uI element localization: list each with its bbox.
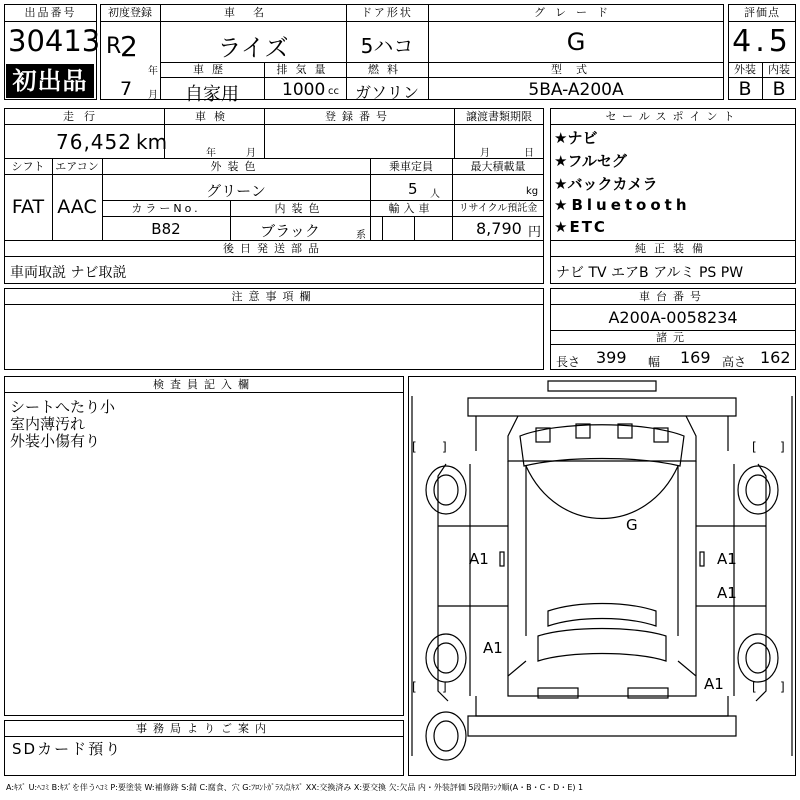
int-color-suffix: 系 xyxy=(356,230,366,241)
damage-mark-windshield: G xyxy=(626,516,638,534)
model-code: 5BA-A200A xyxy=(528,80,624,100)
sales-point-label: セールスポイント xyxy=(605,110,741,123)
length-label: 長さ xyxy=(556,355,581,369)
score-label: 評価点 xyxy=(744,6,780,19)
sales-point-5: ★ETC xyxy=(554,218,607,236)
inspector-label: 検査員記入欄 xyxy=(153,378,255,391)
equipment-label: 純正装備 xyxy=(635,242,711,255)
history: 自家用 xyxy=(185,84,239,105)
bracket-rl: [ xyxy=(412,680,417,694)
recycle-unit: 円 xyxy=(528,225,542,240)
int-color-label: 内装色 xyxy=(274,202,326,215)
fuel-label: 燃料 xyxy=(368,63,406,76)
interior-label: 内装 xyxy=(768,63,790,76)
lot-number: 30413 xyxy=(8,24,101,58)
int-color: ブラック xyxy=(260,222,320,240)
damage-mark-left-front-door: A1 xyxy=(469,550,489,568)
capacity-unit: 人 xyxy=(430,189,440,200)
door-label: ドア形状 xyxy=(361,6,413,19)
capacity: 5 xyxy=(408,180,418,198)
month-unit: 月 xyxy=(148,90,158,101)
aircon: AAC xyxy=(57,196,97,218)
model-label: 型式 xyxy=(551,63,601,76)
transfer-month-unit: 月 xyxy=(480,148,490,159)
year-unit: 年 xyxy=(148,66,158,77)
damage-mark-right-rear-fender: A1 xyxy=(704,675,724,693)
later-parts: 車両取説 ナビ取説 xyxy=(10,265,127,281)
displacement-label: 排気量 xyxy=(276,63,334,76)
spec-label: 諸元 xyxy=(656,331,690,344)
ext-color-label: 外装色 xyxy=(210,160,262,173)
bracket-fl: [ xyxy=(412,440,417,454)
shift: FAT xyxy=(11,196,45,218)
lot-number-label: 出品番号 xyxy=(24,6,77,19)
mileage-label: 走行 xyxy=(63,110,105,123)
exterior-grade: B xyxy=(738,78,752,100)
chassis-label: 車台番号 xyxy=(639,290,707,303)
car-name-label: 車名 xyxy=(224,6,282,19)
inspection-label: 車検 xyxy=(195,110,233,123)
ext-color: グリーン xyxy=(206,182,266,200)
sales-point-1: ★ナビ xyxy=(554,129,598,147)
mileage: 76,452 xyxy=(56,130,132,154)
recycle-label: リサイクル預託金 xyxy=(458,203,538,214)
equipment: ナビ TV エアB アルミ PS PW xyxy=(556,265,744,281)
width: 169 xyxy=(680,348,711,367)
displacement-unit: cc xyxy=(328,86,339,97)
bracket-rr-close: ] xyxy=(780,680,785,694)
color-no-label: カラーNo. xyxy=(131,202,201,215)
bracket-rr: [ xyxy=(752,680,757,694)
car-damage-diagram xyxy=(408,376,796,776)
grade-label: グレード xyxy=(534,6,618,19)
damage-mark-left-rear-fender: A1 xyxy=(483,639,503,657)
recycle-fee: 8,790 xyxy=(476,219,522,238)
first-reg-label: 初度登録 xyxy=(108,6,152,19)
first-listing-badge: 初出品 xyxy=(6,64,94,98)
length: 399 xyxy=(596,348,627,367)
height: 162 xyxy=(760,348,791,367)
notes-label: 注意事項欄 xyxy=(231,290,317,303)
bracket-fr: [ xyxy=(752,440,757,454)
inspector-note-2: 室内薄汚れ xyxy=(10,415,86,433)
sales-point-2: ★フルセグ xyxy=(554,152,627,170)
overall-score: 4.5 xyxy=(732,24,792,59)
inspection-year-unit: 年 xyxy=(206,148,216,159)
legend: A:ｷｽﾞ U:ﾍｺﾐ B:ｷｽﾞを伴うﾍｺﾐ P:要塗装 W:補修跡 S:錆 C:腐食、穴 G:ﾌﾛﾝﾄｶﾞﾗｽ点ｷｽﾞ XX:交換済み X:要交換 欠:欠品 内・外装評価 5段階ﾗﾝｸ順(A・B・C・D・E) 1 xyxy=(6,783,584,792)
bracket-fr-close: ] xyxy=(780,440,785,454)
office-label: 事務局よりご案内 xyxy=(136,722,272,735)
bracket-rl-close: ] xyxy=(442,680,447,694)
exterior-label: 外装 xyxy=(734,63,756,76)
max-load-unit: kg xyxy=(526,186,539,197)
color-no: B82 xyxy=(151,220,181,238)
car-name: ライズ xyxy=(217,34,289,62)
aircon-label: エアコン xyxy=(55,160,99,173)
sales-point-4: ★Bluetooth xyxy=(554,196,691,214)
max-load-label: 最大積載量 xyxy=(470,160,526,173)
import-label: 輸入車 xyxy=(388,202,434,215)
fuel: ガソリン xyxy=(354,83,419,102)
history-label: 車歴 xyxy=(193,63,231,76)
inspector-note-1: シートへたり小 xyxy=(10,398,116,416)
capacity-label: 乗車定員 xyxy=(389,160,433,173)
door-type: 5ハコ xyxy=(360,34,414,58)
width-label: 幅 xyxy=(648,355,661,369)
grade: G xyxy=(566,28,586,56)
reg-no-label: 登録番号 xyxy=(325,110,393,123)
reg-month: 7 xyxy=(120,78,133,100)
displacement: 1000 xyxy=(282,80,326,100)
transfer-day-unit: 日 xyxy=(524,148,534,159)
inspector-note-3: 外装小傷有り xyxy=(10,432,101,450)
height-label: 高さ xyxy=(722,355,747,369)
interior-grade: B xyxy=(772,78,786,100)
damage-mark-right-front-door: A1 xyxy=(717,550,737,568)
inspection-month-unit: 月 xyxy=(246,148,256,159)
mileage-unit: km xyxy=(136,130,168,154)
office-note: SDカード預り xyxy=(12,740,123,758)
sales-point-3: ★バックカメラ xyxy=(554,175,658,193)
bracket-fl-close: ] xyxy=(442,440,447,454)
transfer-deadline-label: 譲渡書類期限 xyxy=(466,110,532,123)
era: R xyxy=(106,34,122,59)
chassis-number: A200A-0058234 xyxy=(608,308,738,327)
later-parts-label: 後日発送部品 xyxy=(223,242,325,255)
damage-mark-right-rear-door: A1 xyxy=(717,584,737,602)
shift-label: シフト xyxy=(11,160,45,173)
reg-year: 2 xyxy=(120,30,138,63)
